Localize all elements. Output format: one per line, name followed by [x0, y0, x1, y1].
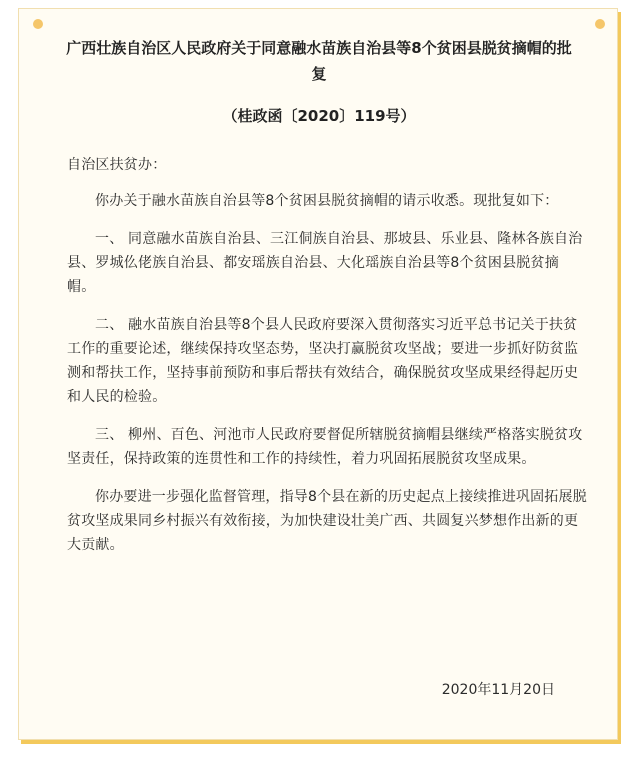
document-title: 广西壮族自治区人民政府关于同意融水苗族自治县等8个贫困县脱贫摘帽的批复 [66, 39, 572, 83]
paragraph-item-3: 三、 柳州、百色、河池市人民政府要督促所辖脱贫摘帽县继续严格落实脱贫攻坚责任，保持政策的连贯性和工作的持续性，着力巩固拓展脱贫攻坚成果。 [67, 427, 583, 467]
paragraph-closing: 你办要进一步强化监督管理，指导8个县在新的历史起点上接续推进巩固拓展脱贫攻坚成果同乡村振兴有效衔接，为加快建设壮美广西、共圆复兴梦想作出新的更大贡献。 [67, 489, 587, 553]
document-number: （桂政函〔2020〕119号） [222, 107, 416, 125]
paragraph-intro: 你办关于融水苗族自治县等8个贫困县脱贫摘帽的请示收悉。现批复如下： [95, 193, 559, 209]
decorative-dot-right [595, 19, 605, 29]
paragraph-item-1: 一、 同意融水苗族自治县、三江侗族自治县、那坡县、乐业县、隆林各族自治县、罗城仫佬族自治县、都安瑶族自治县、大化瑶族自治县等8个贫困县脱贫摘帽。 [67, 231, 583, 295]
document-card [18, 8, 618, 740]
decorative-dot-left [33, 19, 43, 29]
document-body [67, 153, 587, 571]
addressee: 自治区扶贫办： [67, 157, 167, 173]
paragraph-item-2: 二、 融水苗族自治县等8个县人民政府要深入贯彻落实习近平总书记关于扶贫工作的重要论述，继续保持攻坚态势，坚决打赢脱贫攻坚战；要进一步抓好防贫监测和帮扶工作，坚持事前预防和事后帮扶有效结合，确保脱贫攻坚成果经得起历史和人民的检验。 [67, 317, 579, 405]
document-date: 2020年11月20日 [441, 682, 555, 698]
